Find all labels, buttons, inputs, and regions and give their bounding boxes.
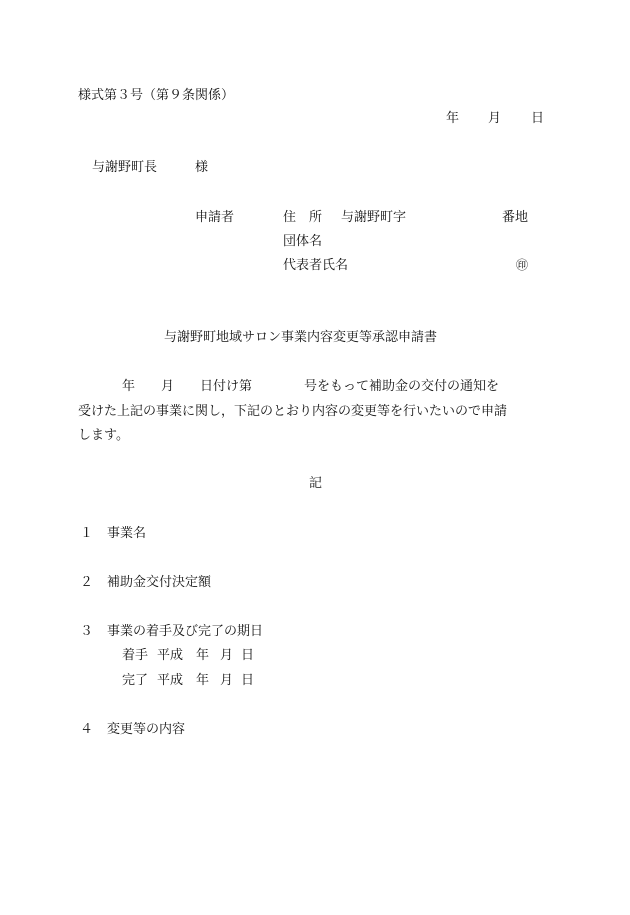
schedule-era: 平成 xyxy=(157,648,184,663)
schedule-year: 年 xyxy=(196,648,210,663)
item-number: ４ xyxy=(80,722,94,737)
item-label-grant-amount: 補助金交付決定額 xyxy=(107,575,212,590)
schedule-month: 月 xyxy=(220,648,234,663)
group-name-label: 団体名 xyxy=(283,234,323,249)
item-number: ３ xyxy=(80,624,94,639)
item-number: ２ xyxy=(80,575,94,590)
body-line-3: します。 xyxy=(78,428,129,443)
schedule-start-label: 着手 xyxy=(122,648,149,663)
item-label-project-name: 事業名 xyxy=(107,526,147,541)
date-year-label: 年 xyxy=(446,111,460,126)
item-number: １ xyxy=(80,526,94,541)
document-title: 与謝野町地域サロン事業内容変更等承認申請書 xyxy=(164,330,438,345)
schedule-end-label: 完了 xyxy=(122,673,149,688)
banchi-label: 番地 xyxy=(502,210,529,225)
form-number: 様式第３号（第９条関係） xyxy=(78,88,235,103)
item-label-schedule: 事業の着手及び完了の期日 xyxy=(107,624,264,639)
item-label-change-details: 変更等の内容 xyxy=(107,722,186,737)
representative-name-label: 代表者氏名 xyxy=(283,258,349,273)
seal-mark: ㊞ xyxy=(516,258,529,272)
address-label: 住 所 xyxy=(283,210,323,225)
schedule-year: 年 xyxy=(196,673,210,688)
addressee-name: 与謝野町長 xyxy=(92,160,158,175)
address-value: 与謝野町字 xyxy=(341,210,407,225)
date-day-label: 日 xyxy=(531,111,545,126)
body-line-2: 受けた上記の事業に関し，下記のとおり内容の変更等を行いたいので申請 xyxy=(78,404,508,419)
applicant-label: 申請者 xyxy=(195,210,235,225)
schedule-era: 平成 xyxy=(157,673,184,688)
schedule-day: 日 xyxy=(241,673,255,688)
ki-heading: 記 xyxy=(309,476,323,491)
date-month-label: 月 xyxy=(488,111,502,126)
addressee-honorific: 様 xyxy=(195,160,209,175)
schedule-day: 日 xyxy=(241,648,255,663)
body-line-1: 年 月 日付け第 号をもって補助金の交付の通知を xyxy=(122,379,500,394)
schedule-month: 月 xyxy=(220,673,234,688)
